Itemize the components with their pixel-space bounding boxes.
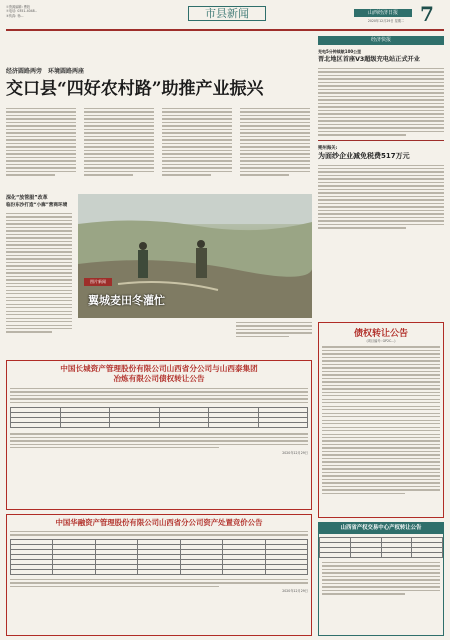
news-photo [78, 194, 312, 318]
paper-name: 山西经济日报 [354, 9, 412, 17]
story2-body [318, 165, 444, 229]
sidebar-story-subtitle: 临汾东沙打造“小廊”营商环境 [6, 203, 68, 208]
notice-1-table [10, 407, 308, 428]
lead-story [6, 66, 311, 100]
header-rule [6, 29, 444, 31]
section-title: 市县新闻 [188, 6, 266, 21]
photo-caption-text [236, 322, 312, 339]
right-divider [318, 140, 444, 141]
right-section-label: 经济快报 [318, 36, 444, 45]
notice-1-title: 中国长城资产管理股份有限公司山西省分公司与山西泰集团 [60, 364, 258, 373]
sidebar-story [6, 194, 72, 335]
lead-body-col-2 [84, 108, 154, 178]
lead-title: 交口县“四好农村路”助推产业振兴 [6, 79, 264, 99]
sidebar-story-body [6, 213, 72, 333]
notice-3-body [319, 558, 443, 601]
date-line: 2020年12月29日 星期二 [367, 19, 405, 23]
lead-body-col-4 [240, 108, 310, 178]
lead-body-col-3 [162, 108, 232, 178]
right-notice-title: 债权转让公告 [353, 329, 408, 339]
page-number: 7 [420, 2, 434, 26]
notice-2-title: 中国华融资产管理股份有限公司山西省分公司资产处置竞价公告 [55, 518, 263, 527]
notice-2 [6, 514, 312, 636]
header-meta-line-3: ③传真: 杨... [6, 13, 24, 18]
notice-1-date: 2020年12月29日 [282, 450, 308, 455]
right-notice-subtitle: (项目编号: GP2C...) [366, 339, 396, 343]
photo-caption-title: 翼城麦田冬灌忙 [88, 294, 165, 307]
header-meta-line-2: ②电话: 0351-4048.. [6, 9, 37, 14]
right-column [318, 36, 444, 320]
story1-body [318, 68, 444, 136]
sidebar-story-title: 深化“放管服”改革 [6, 195, 48, 201]
notice-1-footer [10, 433, 308, 448]
notice-1 [6, 360, 312, 510]
notice-2-intro [10, 531, 308, 536]
header-meta-line-1: ①资源编辑: 曹姓 [6, 5, 31, 9]
notice-3 [318, 522, 444, 636]
notice-1-body [10, 388, 308, 403]
notice-2-date: 2020年12月29日 [282, 589, 308, 594]
notice-1-title-2: 冶炼有限公司债权转让公告 [113, 374, 205, 383]
right-notice [318, 322, 444, 518]
notice-3-title: 山西省产权交易中心产权转让公告 [319, 523, 443, 534]
notice-2-footer [10, 579, 308, 587]
story2-title: 为面纱企业减免税费517万元 [318, 151, 410, 160]
header-meta [6, 5, 116, 18]
story1-title: 晋北地区首座V3超级充电站正式开业 [318, 56, 420, 63]
story2-kicker: 朔州海关: [318, 145, 338, 151]
right-notice-body [322, 346, 440, 494]
notice-2-table [10, 539, 308, 575]
story1-kicker: 充电5分钟续航100公里 [318, 49, 362, 54]
notice-3-table [319, 537, 443, 558]
lead-body [6, 108, 311, 188]
lead-body-col-1 [6, 108, 76, 178]
photo-tag: 图片新闻 [84, 278, 112, 286]
lead-kicker: 经济圆路两旁 环境圆路两座 [6, 68, 85, 75]
